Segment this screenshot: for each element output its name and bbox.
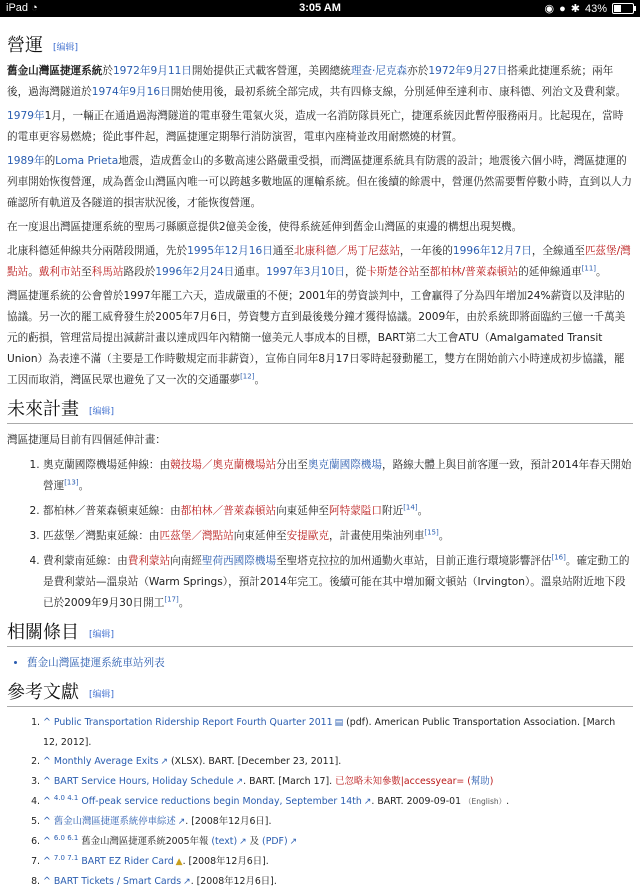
text: ，計畫使用柴油列車 <box>329 530 425 542</box>
reference-item <box>43 752 633 772</box>
text: 亦於 <box>407 65 429 77</box>
citation-link[interactable]: 4.0 4.1 <box>53 793 79 802</box>
red-link[interactable]: 卡斯楚谷站 <box>366 266 420 278</box>
paragraph <box>7 151 633 214</box>
external-link-icon: ↗ <box>239 837 247 847</box>
citation-link[interactable]: [17] <box>164 595 179 604</box>
battery-percent: 43% <box>584 2 607 15</box>
red-link[interactable]: 都柏林/普萊森頓站 <box>429 266 519 278</box>
external-link-icon: ↗ <box>160 757 169 767</box>
text: ，全線通至 <box>531 245 585 257</box>
wiki-link[interactable]: 1972年9月11日 <box>112 65 192 77</box>
text: 的延伸線通車 <box>518 266 582 278</box>
text: . BART. [March 17]. <box>243 776 336 787</box>
reference-item <box>43 713 633 752</box>
text: ，路線大體上與目前客運一致，預計2014年春天開始營運 <box>43 459 632 492</box>
battery-fill <box>614 5 621 12</box>
text: . [2008年12月6日]. <box>190 876 277 887</box>
wiki-link[interactable]: Loma Prieta <box>55 155 119 167</box>
red-link[interactable]: 安提歐克 <box>286 530 330 542</box>
reference-item <box>43 872 633 892</box>
text: 。 <box>28 266 39 278</box>
text: 開始使用後，最初系統全部完成，共有四條支線，分別延伸至達利市、康科德、列治文及費利蒙。 <box>170 86 627 98</box>
paragraph <box>7 241 633 283</box>
orientation-lock-icon: ● <box>559 2 566 15</box>
citation-link[interactable]: 7.0 7.1 <box>53 853 79 862</box>
text: 至 <box>81 266 92 278</box>
text: 。 <box>78 480 90 492</box>
see-also-link[interactable]: 舊金山灣區捷運系統車站列表 <box>27 657 165 669</box>
citation-link[interactable]: [15] <box>424 528 439 537</box>
external-link-icon: ↗ <box>235 777 244 787</box>
wiki-link[interactable]: 1996年12月7日 <box>452 245 532 257</box>
text: . <box>506 796 510 807</box>
red-link[interactable]: 費利蒙站 <box>127 555 171 567</box>
text: 舊金山灣區捷運系統2005年報 <box>78 836 212 847</box>
edit-link[interactable]: [编辑] <box>89 406 115 417</box>
plan-item <box>43 501 633 522</box>
wiki-link[interactable]: 1972年9月27日 <box>428 65 508 77</box>
paragraph <box>7 61 633 103</box>
section-title: 未來計畫 <box>7 399 79 420</box>
text: 至 <box>419 266 430 278</box>
text: 的 <box>44 155 56 167</box>
backlink-caret[interactable]: ^ <box>43 836 51 847</box>
pdf-icon: ▤ <box>334 718 344 728</box>
paragraph <box>7 217 633 238</box>
red-link[interactable]: ) <box>489 776 494 787</box>
edit-link[interactable]: [编辑] <box>53 42 79 53</box>
section-heading-operations <box>7 17 633 61</box>
external-link-icon: ↗ <box>183 877 191 887</box>
paragraph <box>7 106 633 148</box>
text: 。 <box>596 266 607 278</box>
text: 至聖塔克拉拉的加州通勤火車站，目前正進行環境影響評估 <box>276 555 552 567</box>
battery-icon <box>612 3 634 14</box>
external-link-icon: ↗ <box>363 797 372 807</box>
red-link[interactable]: 匹茲堡/灣點站 <box>7 245 631 278</box>
text: . [2008年12月6日]. <box>185 816 272 827</box>
device-name: iPad <box>6 2 29 14</box>
see-also-list <box>7 653 633 674</box>
wiki-link[interactable]: 聖荷西國際機場 <box>201 555 277 567</box>
text: 附近 <box>382 505 404 517</box>
wiki-link[interactable]: (PDF) <box>262 836 288 847</box>
reference-item <box>43 792 633 812</box>
text: 北康科德延伸線共分兩階段開通，先於 <box>7 245 188 257</box>
text: 灣區捷運系統的公會曾於1997年罷工六天，造成嚴重的不便；2001年的勞資談判中，工會贏得了分為四年增加24%薪資以及津貼的協議。另一次的罷工威脅發生於2005年7月6日，勞資雙方直到最後幾分鐘才獲得協議。2009年，由於系統即將面臨約三億一千萬美元的虧損，管理當局提出減薪計畫以達成四年內精簡一億美元人事成本的目標，BART第二大工會ATU（Amalgamated Transit Union）為表達不滿（主要是工作時數規定而非薪資），宣佈自同年8月17日零時起發動罷工，雙方在開始前六小時達成初步協議，罷工因而取消，灣區民眾也避免了又一次的交通噩夢 <box>7 290 626 386</box>
text: 通車。 <box>234 266 267 278</box>
see-also-item[interactable] <box>27 653 633 674</box>
backlink-caret[interactable]: ^ <box>43 856 51 867</box>
text: 分出至 <box>276 459 308 471</box>
red-link[interactable]: 科馬站 <box>91 266 124 278</box>
wiki-link[interactable]: Monthly Average Exits <box>53 756 159 767</box>
language-note: （English） <box>464 797 507 806</box>
status-bar <box>0 0 640 17</box>
red-link[interactable]: 北康科德／馬丁尼茲站 <box>293 245 400 257</box>
text: 向南經 <box>170 555 202 567</box>
text: . BART. 2009-09-01 <box>371 796 465 807</box>
wiki-link[interactable]: 1996年2月24日 <box>155 266 235 278</box>
red-link[interactable]: 阿特蒙隘口 <box>329 505 382 517</box>
clock: 3:05 AM <box>299 2 341 14</box>
wiki-link[interactable]: (text) <box>211 836 238 847</box>
text: 開始提供正式載客營運，美國總統 <box>191 65 351 77</box>
operations-body <box>7 61 633 391</box>
red-link[interactable]: 競技場／奧克蘭機場站 <box>170 459 277 471</box>
text: (pdf). American Public Transportation Association. [March 12, 2012]. <box>43 717 616 748</box>
wiki-link[interactable]: 1974年9月16日 <box>91 86 171 98</box>
section-title: 相關條目 <box>7 622 79 643</box>
wiki-link[interactable]: 1997年3月10日 <box>266 266 346 278</box>
external-link-icon: ↗ <box>177 817 186 827</box>
wifi-icon: ◔ <box>31 2 38 14</box>
wiki-link[interactable]: 舊金山灣區捷運系統停車綜述 <box>53 816 176 827</box>
references-list <box>7 713 633 892</box>
wiki-link[interactable]: 1979年 <box>7 110 45 122</box>
lock-icon: ▲ <box>175 857 183 867</box>
text: . [2008年12月6日]. <box>182 856 269 867</box>
article-content[interactable] <box>0 17 640 887</box>
wiki-link[interactable]: BART EZ Rider Card <box>81 856 174 867</box>
plan-item <box>43 526 633 547</box>
backlink-caret[interactable]: ^ <box>43 756 51 767</box>
backlink-caret[interactable]: ^ <box>43 776 51 787</box>
bluetooth-icon: ✱ <box>570 3 580 15</box>
reference-item <box>43 812 633 832</box>
wiki-link[interactable]: BART Tickets / Smart Cards <box>53 876 182 887</box>
future-plans-list <box>7 455 633 614</box>
text: 搭乘此捷運系統；兩年後，過海灣隧道於 <box>7 65 614 98</box>
section-title: 參考文獻 <box>7 682 79 703</box>
text: ，從 <box>345 266 367 278</box>
wiki-link[interactable]: Public Transportation Ridership Report Fourth Quarter 2011 <box>53 717 333 728</box>
external-link-icon: ↗ <box>289 837 298 847</box>
text: 於 <box>102 65 113 77</box>
wiki-link[interactable]: 1989年 <box>7 155 45 167</box>
red-link[interactable]: 匹茲堡／灣點站 <box>159 530 234 542</box>
wiki-link[interactable]: 幫助 <box>470 776 490 787</box>
text: 向東延伸至 <box>276 505 330 517</box>
location-icon: ◉ <box>544 3 555 15</box>
section-heading-references <box>7 678 633 707</box>
backlink-caret[interactable]: ^ <box>43 816 51 827</box>
future-intro: 灣區捷運局目前有四個延伸計畫： <box>7 434 166 446</box>
reference-item <box>43 852 633 872</box>
section-heading-see-also <box>7 618 633 647</box>
backlink-caret[interactable]: ^ <box>43 796 51 807</box>
wiki-link[interactable]: 奧克蘭國際機場 <box>307 459 382 471</box>
text: 。 <box>254 374 266 386</box>
edit-link[interactable]: [编辑] <box>89 629 115 640</box>
text: 。 <box>417 505 429 517</box>
wiki-link[interactable]: 理查·尼克森 <box>350 65 408 77</box>
text: 費利蒙南延線：由 <box>43 555 128 567</box>
wiki-link[interactable]: BART Service Hours, Holiday Schedule <box>53 776 234 787</box>
text: 。確定動工的是費利蒙站—溫泉站（Warm Springs），預計2014年完工。後續可能在其中增加爾文頓站（Irvington）。溫泉站附近地下段已於2009年9月30日開工 <box>43 555 630 609</box>
bold-text: 舊金山灣區捷運系統 <box>7 65 103 77</box>
text: 都柏林／普萊森頓東延線：由 <box>43 505 181 517</box>
wiki-link[interactable]: 1995年12月16日 <box>187 245 273 257</box>
citation-link[interactable]: [16] <box>551 553 566 562</box>
text: 1月，一輛正在通過過海灣隧道的電車發生電氣火災，造成一名消防隊員死亡，捷運系統因此暫停服務兩月。比起現在，當時的電車更容易燃燒；從此事件起，灣區捷運定期舉行消防演習，電車內座椅並改用耐燃燒的材質。 <box>7 110 624 143</box>
red-link[interactable]: 已忽略未知參數|accessyear= ( <box>335 776 471 787</box>
text: 在一度退出灣區捷運系統的聖馬刁縣願意提供2億美金後，使得系統延伸到舊金山灣區的東邊的構想出現契機。 <box>7 221 523 233</box>
red-link[interactable]: 都柏林／普萊森頓站 <box>180 505 277 517</box>
red-link[interactable]: 戴利市站 <box>38 266 82 278</box>
backlink-caret[interactable]: ^ <box>43 717 51 728</box>
paragraph <box>7 286 633 391</box>
backlink-caret[interactable]: ^ <box>43 876 51 887</box>
wiki-link[interactable]: Off-peak service reductions begin Monday, September 14th <box>81 796 362 807</box>
status-icons <box>544 2 634 15</box>
text: (XLSX). BART. [December 23, 2011]. <box>168 756 342 767</box>
text: 奧克蘭國際機場延伸線：由 <box>43 459 171 471</box>
reference-item <box>43 832 633 852</box>
section-heading-future-plans <box>7 395 633 424</box>
text: 地震，造成舊金山的多數高速公路嚴重受損，而灣區捷運系統具有防震的設計；地震後六個小時，灣區捷運的列車開始恢復營運，成為舊金山灣區內唯一可以跨越多數地區的運輸系統。但在後續的餘震中，營運仍然需要暫停數小時，直到以人力確認所有軌道及各隧道的損害狀況後，才能恢復營運。 <box>7 155 633 209</box>
text: 。 <box>178 597 190 609</box>
citation-link[interactable]: 6.0 6.1 <box>53 833 79 842</box>
text: 。 <box>438 530 450 542</box>
citation-link[interactable]: [11] <box>581 264 597 273</box>
text: 向東延伸至 <box>233 530 287 542</box>
citation-link[interactable]: [14] <box>403 503 418 512</box>
plan-item <box>43 551 633 614</box>
plan-item <box>43 455 633 497</box>
text: 匹茲堡／灣點東延線：由 <box>43 530 160 542</box>
citation-link[interactable]: [12] <box>240 372 255 381</box>
citation-link[interactable]: [13] <box>64 478 79 487</box>
section-title: 營運 <box>7 35 43 56</box>
reference-item <box>43 772 633 792</box>
text: 通至 <box>272 245 294 257</box>
text: 及 <box>246 836 263 847</box>
edit-link[interactable]: [编辑] <box>89 689 115 700</box>
text: 路段於 <box>123 266 156 278</box>
text: ，一年後的 <box>399 245 453 257</box>
